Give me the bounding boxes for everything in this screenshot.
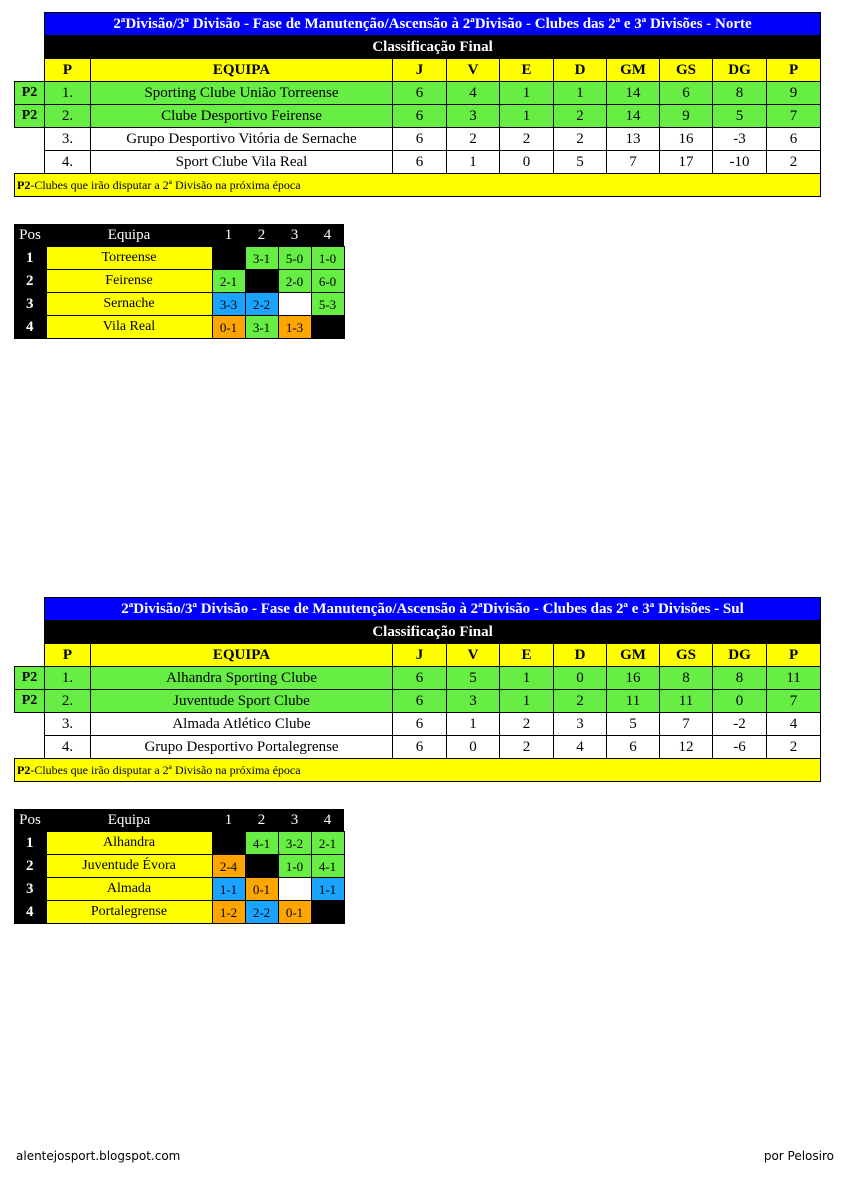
matrix-cell: 1-0: [278, 855, 311, 878]
matrix-team: Alhandra: [46, 832, 212, 855]
column-header-row: [15, 59, 821, 82]
spacer: [15, 598, 45, 621]
spacer: [15, 128, 45, 151]
row-losses: 2: [554, 128, 607, 151]
row-pos: 3.: [45, 713, 91, 736]
matrix-cell-diagonal: [311, 901, 344, 924]
matrix-cell: 0-1: [212, 316, 245, 339]
col-losses: D: [554, 644, 607, 667]
col-goals-for: GM: [607, 644, 660, 667]
col-goals-against: GS: [660, 644, 713, 667]
row-wins: 1: [447, 151, 500, 174]
row-goal-diff: 5: [713, 105, 767, 128]
matrix-cell: 0-1: [245, 878, 278, 901]
row-goals-against: 8: [660, 667, 713, 690]
matrix-header-2: 2: [245, 809, 278, 832]
table-subtitle: Classificação Final: [45, 36, 821, 59]
row-goal-diff: 8: [713, 82, 767, 105]
row-wins: 1: [447, 713, 500, 736]
row-team: Grupo Desportivo Vitória de Sernache: [91, 128, 393, 151]
matrix-cell: 0-1: [278, 901, 311, 924]
matrix-header-1: 1: [212, 224, 245, 247]
row-goals-against: 6: [660, 82, 713, 105]
matrix-pos: 3: [14, 293, 46, 316]
matrix-team: Torreense: [46, 247, 212, 270]
matrix-team: Vila Real: [46, 316, 212, 339]
col-losses: D: [554, 59, 607, 82]
row-wins: 3: [447, 690, 500, 713]
matrix-cell: 3-3: [212, 293, 245, 316]
matrix-row: [14, 247, 344, 270]
row-games: 6: [393, 128, 447, 151]
spacer: [15, 713, 45, 736]
row-wins: 2: [447, 128, 500, 151]
matrix-cell: 1-0: [311, 247, 344, 270]
row-draws: 1: [500, 82, 554, 105]
row-games: 6: [393, 736, 447, 759]
row-losses: 2: [554, 105, 607, 128]
row-wins: 4: [447, 82, 500, 105]
row-losses: 4: [554, 736, 607, 759]
matrix-header-team: Equipa: [46, 809, 212, 832]
matrix-cell-diagonal: [212, 247, 245, 270]
row-draws: 1: [500, 105, 554, 128]
table-row: [15, 151, 821, 174]
promotion-tag: P2: [15, 82, 45, 105]
promotion-tag: P2: [15, 667, 45, 690]
matrix-row: [14, 878, 344, 901]
row-pos: 4.: [45, 151, 91, 174]
matrix-cell-diagonal: [278, 293, 311, 316]
matrix-cell: 1-1: [212, 878, 245, 901]
row-team: Clube Desportivo Feirense: [91, 105, 393, 128]
row-pos: 4.: [45, 736, 91, 759]
matrix-team: Juventude Évora: [46, 855, 212, 878]
matrix-cell: 6-0: [311, 270, 344, 293]
matrix-team: Feirense: [46, 270, 212, 293]
spacer: [15, 151, 45, 174]
matrix-cell: 1-1: [311, 878, 344, 901]
matrix-cell: 1-3: [278, 316, 311, 339]
row-team: Grupo Desportivo Portalegrense: [91, 736, 393, 759]
matrix-cell-diagonal: [278, 878, 311, 901]
legend: [15, 174, 821, 197]
matrix-header-pos: Pos: [14, 224, 46, 247]
results-matrix-north: [14, 224, 345, 339]
row-points: 6: [767, 128, 821, 151]
col-team: EQUIPA: [91, 59, 393, 82]
matrix-team: Portalegrense: [46, 901, 212, 924]
row-points: 9: [767, 82, 821, 105]
matrix-row: [14, 855, 344, 878]
row-goals-against: 11: [660, 690, 713, 713]
row-team: Sport Clube Vila Real: [91, 151, 393, 174]
row-team: Almada Atlético Clube: [91, 713, 393, 736]
matrix-cell: 2-1: [212, 270, 245, 293]
row-goal-diff: -10: [713, 151, 767, 174]
row-losses: 3: [554, 713, 607, 736]
table-subtitle: Classificação Final: [45, 621, 821, 644]
column-header-row: [15, 644, 821, 667]
col-goals-for: GM: [607, 59, 660, 82]
row-team: Alhandra Sporting Clube: [91, 667, 393, 690]
row-draws: 0: [500, 151, 554, 174]
matrix-cell: 2-4: [212, 855, 245, 878]
row-goal-diff: -6: [713, 736, 767, 759]
row-draws: 2: [500, 128, 554, 151]
matrix-cell: 5-3: [311, 293, 344, 316]
matrix-cell-diagonal: [245, 270, 278, 293]
col-points: P: [767, 59, 821, 82]
table-row: [15, 82, 821, 105]
matrix-header-4: 4: [311, 809, 344, 832]
row-points: 2: [767, 151, 821, 174]
standings-table-south: [14, 597, 821, 782]
row-goals-for: 14: [607, 105, 660, 128]
row-goals-against: 16: [660, 128, 713, 151]
matrix-pos: 1: [14, 247, 46, 270]
row-goals-against: 12: [660, 736, 713, 759]
row-pos: 3.: [45, 128, 91, 151]
spacer: [15, 736, 45, 759]
table-row: [15, 105, 821, 128]
matrix-row: [14, 901, 344, 924]
matrix-row: [14, 316, 344, 339]
row-pos: 2.: [45, 690, 91, 713]
row-losses: 2: [554, 690, 607, 713]
table-title: 2ªDivisão/3ª Divisão - Fase de Manutenção/Ascensão à 2ªDivisão - Clubes das 2ª e 3ª Divisões - Sul: [45, 598, 821, 621]
row-pos: 1.: [45, 667, 91, 690]
col-draws: E: [500, 644, 554, 667]
promotion-tag: P2: [15, 105, 45, 128]
matrix-header-pos: Pos: [14, 809, 46, 832]
matrix-cell: 1-2: [212, 901, 245, 924]
matrix-cell: 3-1: [245, 247, 278, 270]
row-team: Sporting Clube União Torreense: [91, 82, 393, 105]
matrix-cell: 2-0: [278, 270, 311, 293]
matrix-pos: 2: [14, 270, 46, 293]
matrix-pos: 4: [14, 901, 46, 924]
col-games: J: [393, 59, 447, 82]
matrix-team: Sernache: [46, 293, 212, 316]
matrix-pos: 1: [14, 832, 46, 855]
col-goal-diff: DG: [713, 644, 767, 667]
col-draws: E: [500, 59, 554, 82]
legend-text: -Clubes que irão disputar a 2ª Divisão na próxima época: [30, 178, 301, 192]
results-matrix-south: [14, 809, 345, 924]
matrix-cell: 5-0: [278, 247, 311, 270]
matrix-header-team: Equipa: [46, 224, 212, 247]
row-goals-for: 7: [607, 151, 660, 174]
spacer: [15, 13, 45, 36]
spacer: [15, 36, 45, 59]
legend: [15, 759, 821, 782]
row-wins: 5: [447, 667, 500, 690]
row-pos: 1.: [45, 82, 91, 105]
table-row: [15, 690, 821, 713]
matrix-pos: 3: [14, 878, 46, 901]
row-goals-against: 7: [660, 713, 713, 736]
row-draws: 2: [500, 736, 554, 759]
col-wins: V: [447, 644, 500, 667]
row-team: Juventude Sport Clube: [91, 690, 393, 713]
row-goals-for: 11: [607, 690, 660, 713]
row-losses: 1: [554, 82, 607, 105]
row-points: 7: [767, 690, 821, 713]
matrix-team: Almada: [46, 878, 212, 901]
matrix-pos: 4: [14, 316, 46, 339]
table-row: [15, 667, 821, 690]
standings-table-north: [14, 12, 821, 197]
legend-row: [15, 174, 821, 197]
row-goal-diff: -2: [713, 713, 767, 736]
matrix-cell-diagonal: [311, 316, 344, 339]
row-games: 6: [393, 713, 447, 736]
matrix-header-1: 1: [212, 809, 245, 832]
row-goals-for: 5: [607, 713, 660, 736]
row-draws: 2: [500, 713, 554, 736]
row-points: 7: [767, 105, 821, 128]
table-title: 2ªDivisão/3ª Divisão - Fase de Manutenção/Ascensão à 2ªDivisão - Clubes das 2ª e 3ª Divisões - Norte: [45, 13, 821, 36]
matrix-cell-diagonal: [245, 855, 278, 878]
row-goal-diff: -3: [713, 128, 767, 151]
matrix-row: [14, 270, 344, 293]
col-goal-diff: DG: [713, 59, 767, 82]
spacer: [15, 59, 45, 82]
row-games: 6: [393, 667, 447, 690]
matrix-cell: 2-2: [245, 293, 278, 316]
col-pos: P: [45, 59, 91, 82]
row-points: 4: [767, 713, 821, 736]
matrix-cell: 2-2: [245, 901, 278, 924]
col-points: P: [767, 644, 821, 667]
row-wins: 0: [447, 736, 500, 759]
row-pos: 2.: [45, 105, 91, 128]
row-goal-diff: 0: [713, 690, 767, 713]
matrix-pos: 2: [14, 855, 46, 878]
row-points: 11: [767, 667, 821, 690]
matrix-cell-diagonal: [212, 832, 245, 855]
table-row: [15, 128, 821, 151]
col-wins: V: [447, 59, 500, 82]
row-points: 2: [767, 736, 821, 759]
matrix-cell: 3-2: [278, 832, 311, 855]
row-goals-for: 6: [607, 736, 660, 759]
row-goals-for: 14: [607, 82, 660, 105]
row-goals-for: 16: [607, 667, 660, 690]
row-games: 6: [393, 151, 447, 174]
footer-site: alentejosport.blogspot.com: [16, 1149, 181, 1163]
matrix-header-4: 4: [311, 224, 344, 247]
matrix-cell: 2-1: [311, 832, 344, 855]
row-losses: 5: [554, 151, 607, 174]
footer-author: por Pelosiro: [763, 1149, 834, 1163]
row-goals-for: 13: [607, 128, 660, 151]
col-goals-against: GS: [660, 59, 713, 82]
col-pos: P: [45, 644, 91, 667]
table-row: [15, 736, 821, 759]
matrix-cell: 4-1: [245, 832, 278, 855]
matrix-cell: 4-1: [311, 855, 344, 878]
legend-tag: P2: [17, 763, 31, 777]
col-team: EQUIPA: [91, 644, 393, 667]
legend-text: -Clubes que irão disputar a 2ª Divisão na próxima época: [30, 763, 301, 777]
matrix-row: [14, 832, 344, 855]
matrix-cell: 3-1: [245, 316, 278, 339]
row-goals-against: 17: [660, 151, 713, 174]
row-wins: 3: [447, 105, 500, 128]
spacer: [15, 644, 45, 667]
row-games: 6: [393, 105, 447, 128]
row-goal-diff: 8: [713, 667, 767, 690]
row-games: 6: [393, 690, 447, 713]
row-losses: 0: [554, 667, 607, 690]
matrix-row: [14, 293, 344, 316]
row-draws: 1: [500, 667, 554, 690]
legend-tag: P2: [17, 178, 31, 192]
row-games: 6: [393, 82, 447, 105]
promotion-tag: P2: [15, 690, 45, 713]
table-row: [15, 713, 821, 736]
row-goals-against: 9: [660, 105, 713, 128]
matrix-header-3: 3: [278, 809, 311, 832]
matrix-header-2: 2: [245, 224, 278, 247]
col-games: J: [393, 644, 447, 667]
legend-row: [15, 759, 821, 782]
spacer: [15, 621, 45, 644]
matrix-header-3: 3: [278, 224, 311, 247]
row-draws: 1: [500, 690, 554, 713]
